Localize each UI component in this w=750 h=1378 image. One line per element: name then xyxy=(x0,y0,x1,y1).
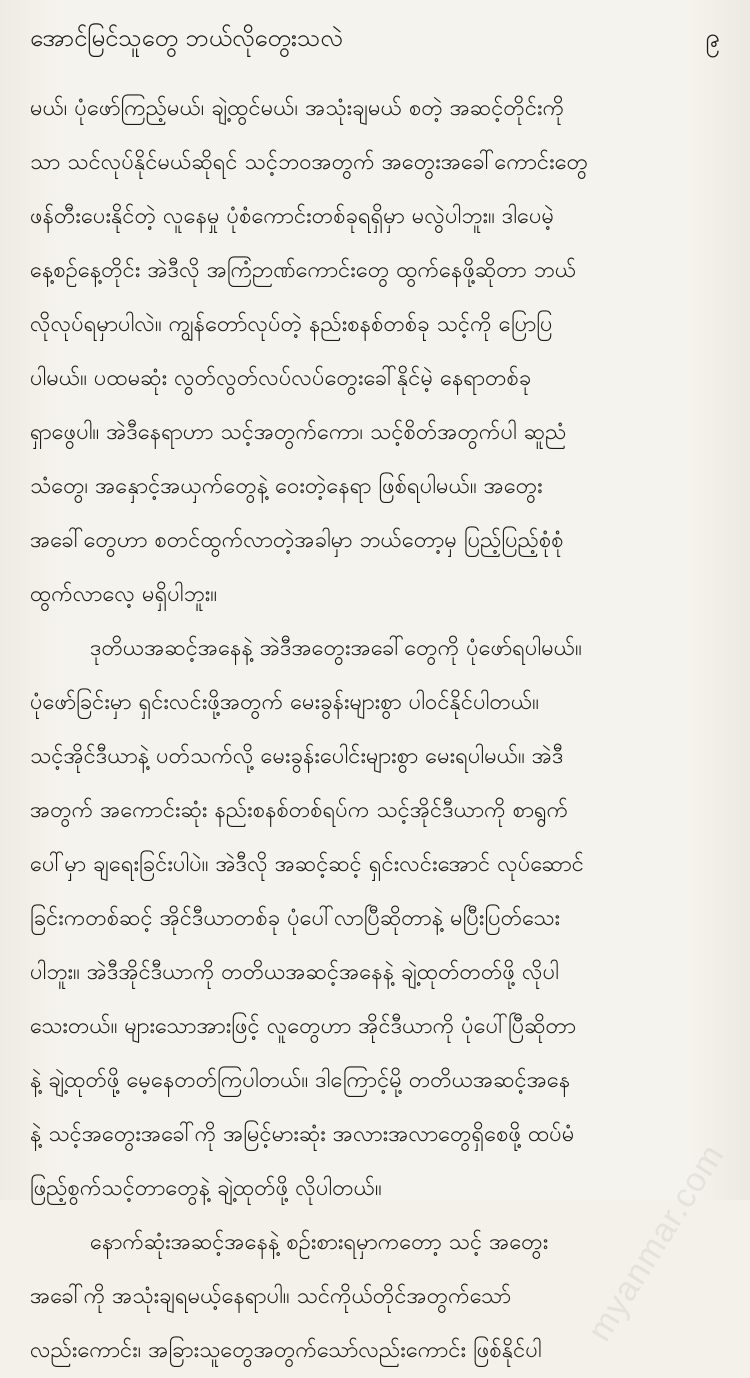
running-head: အောင်မြင်သူတွေ ဘယ်လိုတွေးသလဲ xyxy=(30,24,343,52)
text-line-11: ဒုတိယအဆင့်အနေနဲ့ အဲဒီအတွေးအခေါ်တွေကို ပုံဖော်ရပါမယ်။ xyxy=(90,636,582,661)
text-line-12: ပုံဖော်ခြင်းမှာ ရှင်းလင်းဖို့အတွက် မေးခွန်းများစွာ ပါဝင်နိုင်ပါတယ်။ xyxy=(30,690,539,715)
text-line-20: နဲ့ သင့်အတွေးအခေါ်ကို အမြင့်မားဆုံး အလားအလာတွေရှိစေဖို့ ထပ်မံ xyxy=(30,1122,575,1147)
text-line-24: လည်းကောင်း၊ အခြားသူတွေအတွက်သော်လည်းကောင်း ဖြစ်နိုင်ပါ xyxy=(30,1338,542,1363)
text-line-14: အတွက် အကောင်းဆုံး နည်းစနစ်တစ်ရပ်က သင့်အိုင်ဒီယာကို စာရွက် xyxy=(30,798,569,823)
text-line-03: ဖန်တီးပေးနိုင်တဲ့ လူနေမှု ပုံစံကောင်းတစ်ခုရရှိမှာ မလွဲပါဘူး။ ဒါပေမဲ့ xyxy=(30,204,555,229)
text-line-08: သံတွေ၊ အနှောင့်အယှက်တွေနဲ့ ဝေးတဲ့နေရာ ဖြစ်ရပါမယ်။ အတွေး xyxy=(30,474,543,499)
text-line-19: နဲ့ ချဲ့ထုတ်ဖို့ မေ့နေတတ်ကြပါတယ်။ ဒါကြောင့်မို့ တတိယအဆင့်အနေ xyxy=(30,1068,571,1093)
watermark: myanmar.com xyxy=(579,1137,732,1348)
text-line-15: ပေါ်မှာ ချရေးခြင်းပါပဲ။ အဲဒီလို အဆင့်ဆင့် ရှင်းလင်းအောင် လုပ်ဆောင် xyxy=(30,852,585,877)
text-line-06: ပါမယ်။ ပထမဆုံး လွတ်လွတ်လပ်လပ်တွေးခေါ်နိုင်မဲ့ နေရာတစ်ခု xyxy=(30,366,532,391)
text-line-01: မယ်၊ ပုံဖော်ကြည့်မယ်၊ ချဲ့ထွင်မယ်၊ အသုံးချမယ် စတဲ့ အဆင့်တိုင်းကို xyxy=(30,96,565,121)
text-line-13: သင့်အိုင်ဒီယာနဲ့ ပတ်သက်လို့ မေးခွန်းပေါင်းများစွာ မေးရပါမယ်။ အဲဒီ xyxy=(30,744,564,769)
text-line-22: နောက်ဆုံးအဆင့်အနေနဲ့ စဉ်းစားရမှာကတော့ သင့် အတွေး xyxy=(90,1230,549,1255)
text-line-10: ထွက်လာလေ့ မရှိပါဘူး။ xyxy=(30,582,218,607)
text-line-07: ရှာဖွေပါ။ အဲဒီနေရာဟာ သင့်အတွက်ကော၊ သင့်စိတ်အတွက်ပါ ဆူညံ xyxy=(30,420,567,445)
text-line-16: ခြင်းကတစ်ဆင့် အိုင်ဒီယာတစ်ခု ပုံပေါ်လာပြီဆိုတာနဲ့ မပြီးပြတ်သေး xyxy=(30,906,561,931)
text-line-09: အခေါ်တွေဟာ စတင်ထွက်လာတဲ့အခါမှာ ဘယ်တော့မှ ပြည့်ပြည့်စုံစုံ xyxy=(30,528,564,553)
text-line-02: သာ သင်လုပ်နိုင်မယ်ဆိုရင် သင့်ဘဝအတွက် အတွေးအခေါ်ကောင်းတွေ xyxy=(30,150,589,175)
text-line-04: နေ့စဉ်နေ့တိုင်း အဲဒီလို အကြံဉာဏ်ကောင်းတွေ ထွက်နေဖို့ဆိုတာ ဘယ် xyxy=(30,258,577,283)
text-line-17: ပါဘူး။ အဲဒီအိုင်ဒီယာကို တတိယအဆင့်အနေနဲ့ ချဲ့ထုတ်တတ်ဖို့ လိုပါ xyxy=(30,960,559,985)
page-number: ၉ xyxy=(705,23,720,53)
page-header xyxy=(30,18,720,58)
text-line-21: ဖြည့်စွက်သင့်တာတွေနဲ့ ချဲ့ထုတ်ဖို့ လိုပါတယ်။ xyxy=(30,1176,382,1201)
text-line-05: လိုလုပ်ရမှာပါလဲ။ ကျွန်တော်လုပ်တဲ့ နည်းစနစ်တစ်ခု သင့်ကို ပြောပြ xyxy=(30,312,553,337)
text-line-18: သေးတယ်။ များသောအားဖြင့် လူတွေဟာ အိုင်ဒီယာကို ပုံပေါ်ပြီဆိုတာ xyxy=(30,1014,577,1039)
text-line-23: အခေါ်ကို အသုံးချရမယ့်နေရာပါ။ သင်ကိုယ်တိုင်အတွက်သော် xyxy=(30,1284,512,1309)
